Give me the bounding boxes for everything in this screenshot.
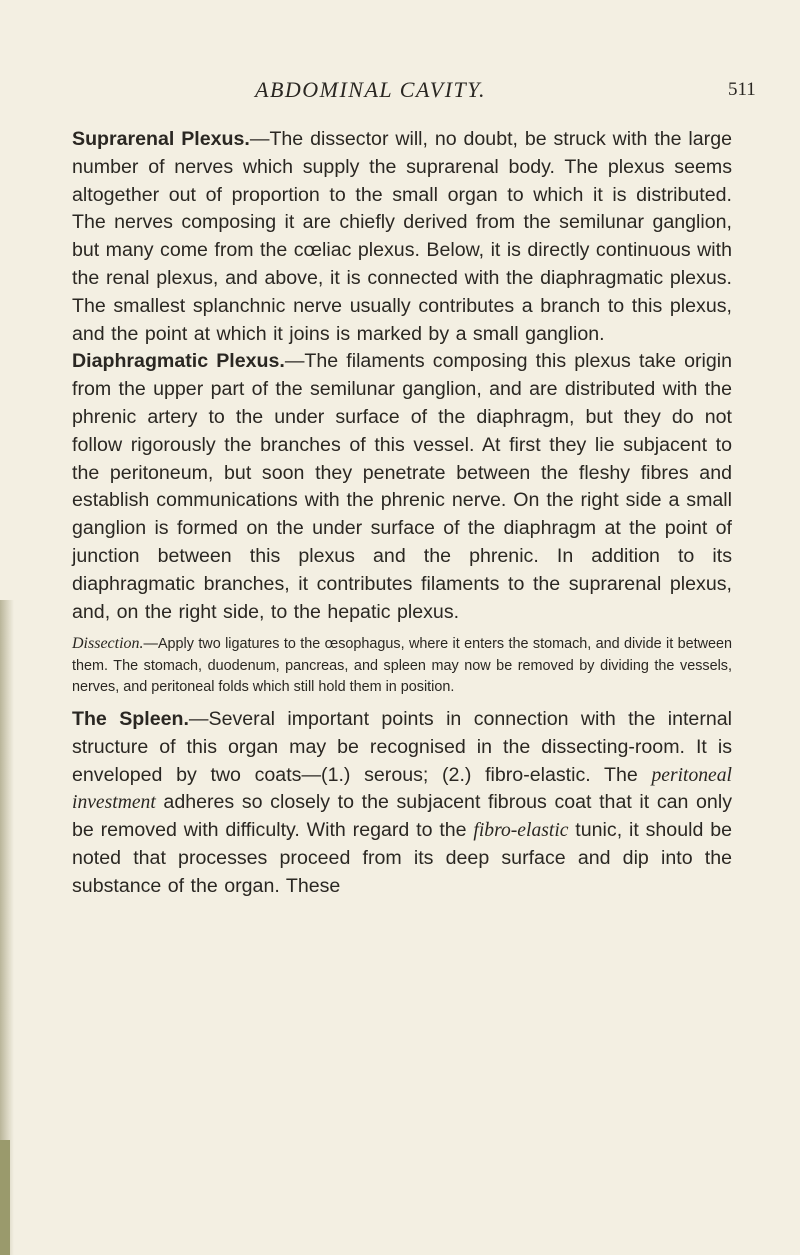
heading-diaphragmatic-plexus: Diaphragmatic Plexus. — [72, 350, 285, 373]
page-edge — [0, 1140, 10, 1255]
text-dissection: —Apply two ligatures to the œsophagus, where it enters the stomach, and divide it between them. The stomach, duodenum, pancreas, and spleen may now be removed by dividing the vessels, nerves, and peritoneal folds which still hold them in position. — [72, 636, 732, 695]
heading-suprarenal-plexus: Suprarenal Plexus. — [72, 128, 250, 150]
text-spleen-3: tunic, it should be noted that processes proceed from its deep surface and dip into the substance of the organ. These — [72, 819, 732, 897]
page-number: 511 — [728, 79, 756, 100]
running-header — [0, 77, 800, 107]
paragraph-diaphragmatic-plexus — [72, 348, 732, 626]
running-title: ABDOMINAL CAVITY. — [255, 77, 486, 102]
text-diaphragmatic-plexus: —The filaments composing this plexus take origin from the upper part of the semilunar ganglion, and are distributed with the phrenic artery to the under surface of the diaphragm, but they do not follow rigorously the branches of this vessel. At first they lie subjacent to the peritoneum, but soon they penetrate between the fleshy fibres and establish communications with the phrenic nerve. On the right side a small ganglion is formed on the under surface of the diaphragm at the point of junction between this plexus and the phrenic. In addition to its diaphragmatic branches, it contributes filaments to the suprarenal plexus, and, on the right side, to the hepatic plexus. — [72, 350, 733, 623]
text-spleen-1: —Several important points in connection with the internal structure of this organ may be recognised in the dissecting-room. It is enveloped by two coats—(1.) serous; (2.) fibro-elastic. The — [72, 707, 733, 786]
term-peritoneal-investment: peritoneal investment — [72, 764, 732, 814]
text-spleen-2: adheres so closely to the subjacent fibrous coat that it can only be removed with difficulty. With regard to the — [72, 791, 732, 842]
paragraph-suprarenal-plexus — [72, 126, 732, 348]
term-fibro-elastic: fibro-elastic — [473, 820, 569, 842]
paragraph-dissection — [72, 633, 732, 698]
heading-spleen: The Spleen. — [72, 707, 189, 730]
page-body — [72, 126, 732, 901]
paragraph-spleen — [72, 706, 732, 901]
text-suprarenal-plexus: —The dissector will, no doubt, be struck with the large number of nerves which supply the suprarenal body. The plexus seems altogether out of proportion to the small organ to which it is distributed. The nerves composing it are chiefly derived from the semilunar ganglion, but many come from the cœliac plexus. Below, it is directly continuous with the renal plexus, and above, it is connected with the diaphragmatic plexus. The smallest splanchnic nerve usually contributes a branch to this plexus, and the point at which it joins is marked by a small ganglion. — [72, 128, 732, 345]
label-dissection: Dissection. — [72, 635, 144, 653]
